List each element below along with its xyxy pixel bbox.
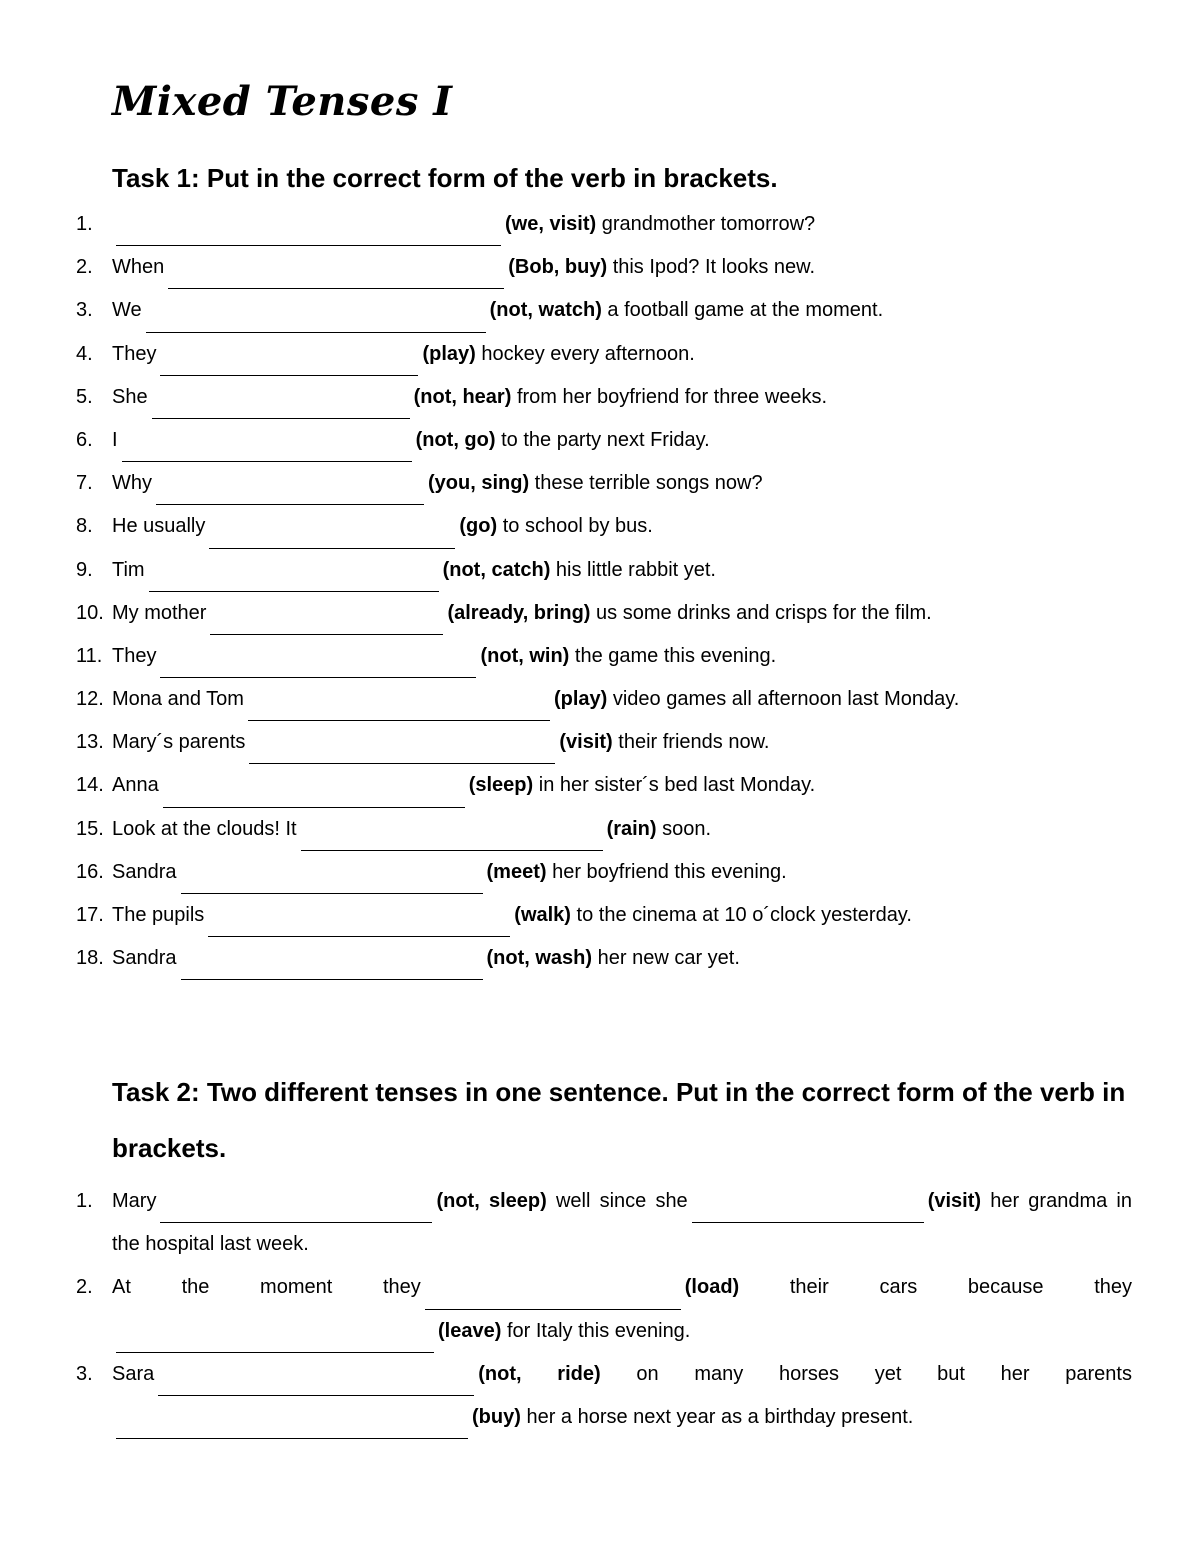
item-number: 17. (76, 904, 104, 926)
item-suffix: us some drinks and crisps for the film. (596, 601, 932, 624)
verb-hint: (you, sing) (428, 472, 530, 495)
item-number: 9. (76, 558, 93, 581)
item-prefix: I (112, 428, 118, 451)
answer-blank[interactable] (156, 474, 424, 505)
item-suffix: for Italy this evening. (506, 1319, 691, 1342)
item-suffix: to school by bus. (502, 515, 653, 538)
page-title: Mixed Tenses I (112, 78, 453, 125)
item-sentence (112, 851, 787, 894)
item-sentence (112, 419, 710, 462)
item-middle: their cars because they (789, 1276, 1132, 1299)
item-number: 4. (76, 342, 93, 365)
verb-hint-1: (not, ride) (478, 1362, 601, 1385)
item-suffix: her boyfriend this evening. (552, 860, 787, 883)
item-sentence (112, 937, 740, 980)
verb-hint: (walk) (514, 904, 571, 926)
item-sentence (112, 376, 827, 419)
item-sentence (112, 246, 815, 289)
answer-blank-2[interactable] (116, 1322, 434, 1353)
item-suffix: her new car yet. (597, 947, 740, 970)
item-prefix: Sara (112, 1362, 155, 1385)
item-number: 3. (76, 299, 93, 322)
task1-item (76, 376, 1132, 419)
task2-item (76, 1180, 1132, 1266)
item-number: 13. (76, 731, 104, 754)
item-sentence (112, 549, 716, 592)
task1-item (76, 635, 1132, 678)
item-number: 10. (76, 601, 104, 624)
item-number: 11. (76, 644, 103, 667)
item-middle: on many horses yet but her parents (636, 1362, 1132, 1385)
task1-item (76, 764, 1132, 807)
verb-hint: (sleep) (468, 774, 534, 797)
task1-item (76, 289, 1132, 332)
answer-blank[interactable] (116, 215, 501, 246)
item-sentence (112, 721, 769, 764)
item-number: 14. (76, 774, 104, 797)
answer-blank[interactable] (163, 777, 465, 808)
item-suffix: their friends now. (618, 731, 770, 754)
item-sentence (112, 462, 763, 505)
item-prefix: The pupils (112, 904, 205, 926)
item-prefix: Mary´s parents (112, 731, 246, 754)
item-sentence (112, 203, 815, 246)
verb-hint: (not, hear) (413, 385, 512, 408)
item-number: 6. (76, 428, 93, 451)
verb-hint: (not, win) (480, 644, 570, 667)
answer-blank-2[interactable] (692, 1192, 924, 1223)
item-sentence (112, 764, 815, 807)
item-sentence (112, 333, 695, 376)
item-suffix: hockey every afternoon. (481, 342, 695, 365)
verb-hint: (play) (422, 342, 476, 365)
verb-hint-2: (leave) (438, 1319, 502, 1342)
item-suffix: to the party next Friday. (501, 428, 710, 451)
item-number: 12. (76, 688, 104, 711)
task1-item (76, 549, 1132, 592)
answer-blank[interactable] (146, 302, 486, 333)
item-prefix: Look at the clouds! It (112, 817, 297, 840)
task1-item (76, 592, 1132, 635)
item-suffix: a football game at the moment. (607, 299, 884, 322)
task1-item (76, 462, 1132, 505)
item-suffix: grandmother tomorrow? (601, 213, 816, 235)
verb-hint-1: (load) (684, 1276, 740, 1299)
item-suffix: his little rabbit yet. (555, 558, 716, 581)
item-number: 2. (76, 1276, 93, 1299)
task2-list (76, 1180, 1132, 1439)
answer-blank[interactable] (209, 518, 455, 549)
item-number: 15. (76, 817, 104, 840)
item-suffix: these terrible songs now? (534, 472, 763, 495)
item-sentence (112, 505, 653, 548)
item-suffix: soon. (662, 817, 712, 840)
item-suffix: to the cinema at 10 o´clock yesterday. (576, 904, 912, 926)
item-suffix: her a horse next year as a birthday present. (526, 1406, 914, 1429)
answer-blank[interactable] (248, 690, 550, 721)
verb-hint: (not, catch) (442, 558, 551, 581)
item-prefix: Tim (112, 558, 145, 581)
answer-blank[interactable] (160, 647, 476, 678)
item-number: 2. (76, 256, 93, 279)
item-number: 3. (76, 1362, 93, 1385)
item-prefix: When (112, 256, 165, 279)
answer-blank[interactable] (122, 431, 412, 462)
answer-blank[interactable] (160, 345, 418, 376)
item-prefix: He usually (112, 515, 206, 538)
task2-heading: Task 2: Two different tenses in one sentence. Put in the correct form of the verb in brackets. (112, 1077, 1126, 1163)
item-suffix: video games all afternoon last Monday. (612, 688, 960, 711)
verb-hint: (not, wash) (486, 947, 593, 970)
verb-hint: (already, bring) (447, 601, 591, 624)
item-prefix: They (112, 644, 157, 667)
task1-item (76, 808, 1132, 851)
item-sentence (112, 808, 711, 851)
item-prefix: We (112, 299, 142, 322)
item-middle: well since she (555, 1190, 688, 1212)
item-suffix: from her boyfriend for three weeks. (516, 385, 828, 408)
item-prefix: My mother (112, 601, 207, 624)
item-number: 7. (76, 472, 93, 495)
answer-blank[interactable] (301, 820, 603, 851)
verb-hint: (not, go) (415, 428, 496, 451)
item-sentence (112, 592, 932, 635)
verb-hint: (we, visit) (505, 213, 597, 235)
task1-item (76, 203, 1132, 246)
answer-blank-1[interactable] (425, 1279, 681, 1310)
verb-hint-1: (not, sleep) (436, 1190, 547, 1212)
task1-item (76, 333, 1132, 376)
item-prefix: Sandra (112, 947, 177, 970)
verb-hint: (play) (553, 688, 608, 711)
item-suffix: the game this evening. (574, 644, 777, 667)
answer-blank-2[interactable] (116, 1408, 468, 1439)
item-prefix: At the moment they (112, 1276, 421, 1299)
answer-blank[interactable] (249, 733, 555, 764)
task1-heading: Task 1: Put in the correct form of the verb in brackets. (112, 163, 778, 193)
verb-hint: (Bob, buy) (508, 256, 608, 279)
item-number: 5. (76, 385, 93, 408)
item-number: 18. (76, 947, 104, 970)
answer-blank[interactable] (208, 906, 510, 937)
item-prefix: Mary (112, 1190, 157, 1212)
verb-hint-2: (buy) (472, 1406, 521, 1429)
answer-blank[interactable] (149, 561, 439, 592)
item-suffix: her grandma in the hospital last week. (112, 1190, 1132, 1256)
item-sentence (112, 1353, 1132, 1439)
item-sentence (112, 635, 776, 678)
task1-item (76, 851, 1132, 894)
task1-item (76, 894, 1132, 937)
item-prefix: Why (112, 472, 152, 495)
task1-item (76, 419, 1132, 462)
answer-blank-1[interactable] (160, 1192, 432, 1223)
item-suffix: in her sister´s bed last Monday. (538, 774, 816, 797)
answer-blank[interactable] (152, 388, 410, 419)
task1-item (76, 721, 1132, 764)
item-number: 8. (76, 515, 93, 538)
item-number: 1. (76, 213, 93, 235)
verb-hint-2: (visit) (927, 1190, 982, 1212)
task1-item (76, 505, 1132, 548)
verb-hint: (meet) (486, 860, 547, 883)
verb-hint: (go) (459, 515, 498, 538)
task2-item (76, 1353, 1132, 1439)
answer-blank-1[interactable] (158, 1365, 474, 1396)
task1-list (76, 203, 1132, 980)
answer-blank[interactable] (181, 863, 483, 894)
verb-hint: (visit) (559, 731, 613, 754)
answer-blank[interactable] (181, 949, 483, 980)
item-sentence (112, 1180, 1132, 1266)
item-number: 16. (76, 860, 104, 883)
verb-hint: (not, watch) (489, 299, 602, 322)
task1-item (76, 937, 1132, 980)
answer-blank[interactable] (210, 604, 443, 635)
item-prefix: Anna (112, 774, 159, 797)
item-prefix: They (112, 342, 157, 365)
item-sentence (112, 894, 912, 937)
item-number: 1. (76, 1190, 93, 1212)
item-sentence (112, 678, 959, 721)
item-prefix: Mona and Tom (112, 688, 244, 711)
task2-item (76, 1266, 1132, 1352)
item-prefix: She (112, 385, 148, 408)
item-sentence (112, 1266, 1132, 1352)
item-suffix: this Ipod? It looks new. (612, 256, 816, 279)
verb-hint: (rain) (606, 817, 657, 840)
item-sentence (112, 289, 883, 332)
item-prefix: Sandra (112, 860, 177, 883)
answer-blank[interactable] (168, 258, 504, 289)
task1-item (76, 246, 1132, 289)
task1-item (76, 678, 1132, 721)
